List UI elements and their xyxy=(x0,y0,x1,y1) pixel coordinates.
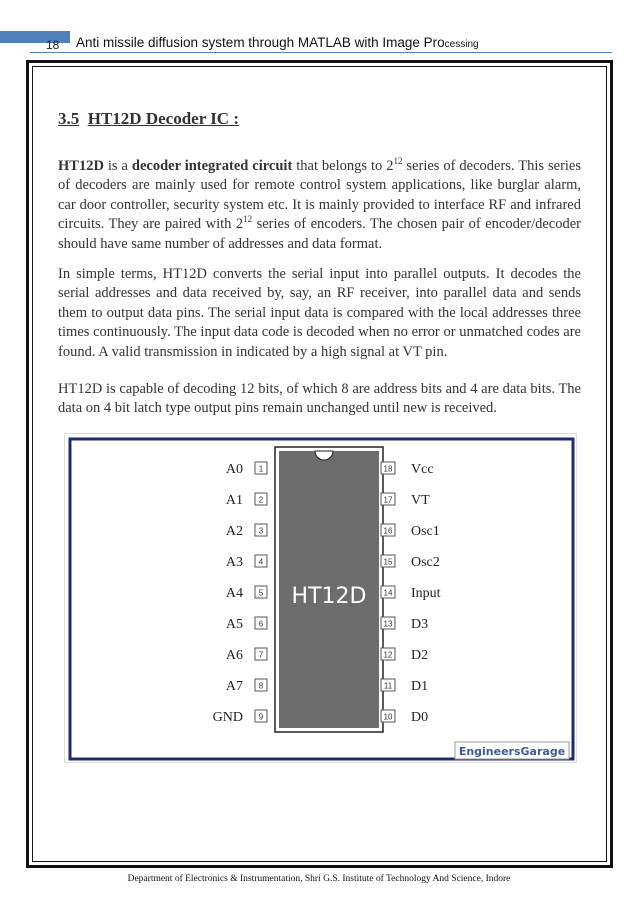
pin-number-4: 4 xyxy=(258,557,264,567)
pin-name-a3: A3 xyxy=(225,555,243,570)
section-title: HT12D Decoder IC : xyxy=(87,109,239,128)
p1-superscript-1: 12 xyxy=(393,156,403,167)
pin-name-a2: A2 xyxy=(225,524,243,539)
page-footer: Department of Electronics & Instrumentation, Shri G.S. Institute of Technology And Science, Indore xyxy=(127,874,511,884)
section-heading xyxy=(58,109,239,129)
pin-name-osc1: Osc1 xyxy=(411,524,440,539)
pin-number-11: 11 xyxy=(383,681,393,691)
pin-number-13: 13 xyxy=(383,619,393,629)
brand-logo-text: EngineersGarage xyxy=(458,745,566,758)
pin-number-12: 12 xyxy=(383,650,393,660)
ht12d-pinout-figure xyxy=(64,433,577,763)
paragraph-operation: In simple terms, HT12D converts the serial input into parallel outputs. It decodes the serial addresses and data received by, say, an RF receiver, into parallel data and sends them to output data pins. The serial input data is compared with the local addresses three times continuously. The input data code is decoded when no error or unmatched codes are found. A valid transmission in indicated by a high signal at VT pin. xyxy=(58,266,581,360)
p1-text-1: is a xyxy=(103,158,132,174)
paragraph-capability: HT12D is capable of decoding 12 bits, of which 8 are address bits and 4 are data bits. The data on 4 bit latch type output pins remain unchanged until new is received. xyxy=(58,381,581,417)
pin-number-18: 18 xyxy=(383,464,393,474)
pin-number-8: 8 xyxy=(258,681,264,691)
p1-text-3: series of decoders. This series of decoders are mainly used for remote control system applications, like burglar alarm, car door controller, security system etc. It is mainly provided to interface RF and infrared circuits. They are paired with 2 xyxy=(58,158,582,233)
pin-name-gnd: GND xyxy=(212,710,243,725)
pin-number-14: 14 xyxy=(383,588,393,598)
p1-text-2: that belongs to 2 xyxy=(292,158,394,174)
pin-number-9: 9 xyxy=(258,712,264,722)
section-number: 3.5 xyxy=(58,109,80,128)
pin-name-d0: D0 xyxy=(411,710,429,725)
pin-name-input: Input xyxy=(411,586,441,601)
term-ht12d: HT12D xyxy=(58,158,104,174)
pin-name-d1: D1 xyxy=(411,679,429,694)
pin-number-1: 1 xyxy=(258,464,264,474)
pin-number-15: 15 xyxy=(383,557,393,567)
pin-name-a6: A6 xyxy=(225,648,243,663)
pin-number-3: 3 xyxy=(258,526,264,536)
pin-name-d3: D3 xyxy=(411,617,429,632)
pin-number-17: 17 xyxy=(383,495,393,505)
pin-number-10: 10 xyxy=(383,712,393,722)
paragraph-intro xyxy=(58,157,581,254)
pin-name-a4: A4 xyxy=(225,586,243,601)
running-header-title xyxy=(76,35,479,50)
page-number: 18 xyxy=(46,38,60,52)
term-decoder-ic: decoder integrated circuit xyxy=(131,158,293,174)
pin-number-2: 2 xyxy=(258,495,264,505)
p1-superscript-2: 12 xyxy=(243,214,253,225)
pin-number-7: 7 xyxy=(258,650,264,660)
p1-text-4: series of encoders. The chosen pair of encoder/decoder should have same number of addresses and data format. xyxy=(58,216,582,252)
pin-name-d2: D2 xyxy=(411,648,429,663)
pin-name-a5: A5 xyxy=(225,617,243,632)
pin-number-5: 5 xyxy=(258,588,264,598)
pin-name-osc2: Osc2 xyxy=(411,555,440,570)
pin-name-vcc: Vcc xyxy=(411,462,434,477)
pin-name-vt: VT xyxy=(411,493,430,508)
pin-name-a1: A1 xyxy=(225,493,243,508)
header-accent-bar xyxy=(0,31,70,43)
chip-label: HT12D xyxy=(291,584,367,609)
pin-name-a0: A0 xyxy=(225,462,243,477)
header-title-main: Anti missile diffusion system through MATLAB with Image Pro xyxy=(76,35,445,50)
pin-number-16: 16 xyxy=(383,526,393,536)
header-title-tail: cessing xyxy=(444,39,479,50)
pinout-diagram xyxy=(65,434,578,764)
header-rule xyxy=(30,52,612,53)
pin-name-a7: A7 xyxy=(225,679,243,694)
pin-number-6: 6 xyxy=(258,619,264,629)
